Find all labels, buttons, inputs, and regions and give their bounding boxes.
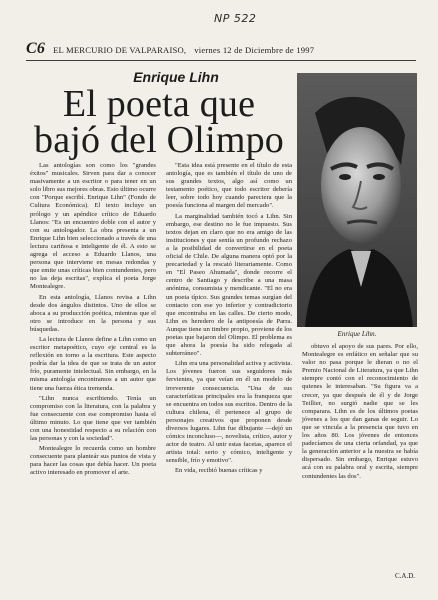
page-header bbox=[26, 40, 416, 58]
paragraph: La lectura de Llanos define a Lihn como un escritor metapoético, cuyo eje central es la reflexión en torno a la escritura. Este aspecto podría dar la idea de que se trata de un autor frío, puramente intelectual. Sin embargo, en la misma antología encontramos a un autor que tiene una fuerza ética tremenda. bbox=[30, 335, 156, 392]
author-signature: C.A.D. bbox=[395, 572, 416, 580]
handwritten-archive-mark: NP 522 bbox=[214, 12, 257, 25]
paragraph: "Lihn nunca escribiendo. Tenía un compromiso con la literatura, con la palabra y fue consecuente con ese compromiso hasta el último minuto. Lo que tiene que ver también con una honestidad respecto a su relación con las personas y con la sociedad". bbox=[30, 394, 156, 443]
paragraph: La marginalidad también tocó a Lihn. Sin embargo, ese destino no le fue impuesto. Sus textos dejan en claro que no era amigo de las instituciones y que sentía un profundo rechazo a la posibilidad de convertirse en el poeta oficial de Chile. De alguna manera optó por la precariedad y la rescató literariamente. Como en "El Paseo Ahumada", donde recorre el centro de Santiago y describe a una masa anónima, consumista y mendicante. "El no era un poeta típico. Sus grandes temas surgían del contacto con ese yo inferior y contradictorio que encontraba en las calles. De cierto modo, Lihn es heredero de la antipoesía de Parra. Aunque tiene un timbre propio, proviene de los poetas que bajaron del Olimpo. El problema es que ahora la poesía ha sido relegada al subterráneo". bbox=[166, 212, 292, 358]
portrait-photo bbox=[297, 73, 417, 327]
text-column-2 bbox=[166, 162, 292, 480]
article-kicker: Enrique Lihn bbox=[133, 69, 219, 85]
photo-caption: Enrique Lihn. bbox=[337, 330, 377, 338]
paragraph: Las antologías son como los "grandes éxitos" musicales. Sirven para dar a conocer masivamente a un escritor o para tener en un solo libro sus mejores obras. Esto último ocurre con "Porque escribí. Enrique Lihn" (Fondo de Cultura Económica). El texto incluye un prólogo y un apéndice crítico de Eduardo Llanos: "Es un encuentro doble con el autor y con su antologador. La obra presenta a un Enrique Lihn bien seleccionado a través de una lectura cariñosa e inteligente de él. A esto se agrega el acceso a Eduardo Llanos, una persona que interviene en mesas redondas y que emite unas críticas bien contundentes, pero no las deja escritas", explica el poeta Jorge Montealegre. bbox=[30, 162, 156, 291]
article-headline: El poeta que bajó del Olimpo bbox=[34, 83, 284, 161]
text-column-3 bbox=[302, 343, 418, 483]
paragraph: En vida, recibió buenas críticas y bbox=[175, 467, 263, 475]
page-number: C6 bbox=[26, 40, 46, 57]
article-body bbox=[30, 162, 292, 480]
portrait-illustration bbox=[297, 73, 417, 327]
newspaper-name: EL MERCURIO DE VALPARAISO, bbox=[53, 45, 187, 55]
issue-date: viernes 12 de Diciembre de 1997 bbox=[194, 45, 315, 55]
paragraph: obtuvo el apoyo de sus pares. Por ello, Montealegre es enfático en señalar que su valor no pasa porque le dieran o no el Premio Nacional de Literatura, ya que Lihn siempre contó con el reconocimiento de quienes le interesaban. "Su figura va a crecer, ya que después de él y de Jorge Teillier, no surgió nadie que se les comparara. Lihn es de los últimos poetas jóvenes a los que dan ganas de seguir. Lo que se vincula a la presencia que tuvo en los años 80. Los jóvenes de entonces padecíamos de una cierta orfandad, ya que la generación anterior a la nuestra se había dispersado. Sin embargo, Enrique estuvo acá con su palabra oral y escrita, siempre contundentes las dos". bbox=[302, 343, 418, 480]
paragraph: En esta antología, Llanos revisa a Lihn desde dos ángulos distintos. Uno de ellos se aboca a su producción poética, mientras que el otro se introduce en la persona y sus búsquedas. bbox=[30, 293, 156, 333]
paragraph: "Esta idea está presente en el título de esta antología, que es también el título de uno de sus grandes textos, algo así como un testamento poético, que todo escritor debería leer, sobre todo hoy cuando pareciera que la poesía funciona al margen del mercado". bbox=[166, 162, 292, 210]
paragraph: Lihn era una personalidad activa y activista. Los jóvenes fueron sus seguidores más fervientes, ya que veían en él un modelo de irreverente consecuencia. "Una de sus características principales era la franqueza que se encuentra en todos sus escritos. Dentro de la cultura chilena, él pertenece al grupo de personajes creativos que proponen desde diversos lugares. Lihn fue dibujante —dejó un cómics inconcluso—, novelista, crítico, autor y actor de teatro. Al unir estas facetas, aparece el artista total: serio y cómico, inteligente y sensible, frío y emotivo". bbox=[166, 360, 292, 465]
paragraph: Montealegre lo recuerda como un hombre consecuente para planteár sus puntos de vista y para hacer las cosas que debía hacer. Un poeta activo interesado en promover el arte. bbox=[30, 445, 156, 477]
text-column-1 bbox=[30, 162, 156, 480]
header-rule bbox=[26, 60, 416, 61]
